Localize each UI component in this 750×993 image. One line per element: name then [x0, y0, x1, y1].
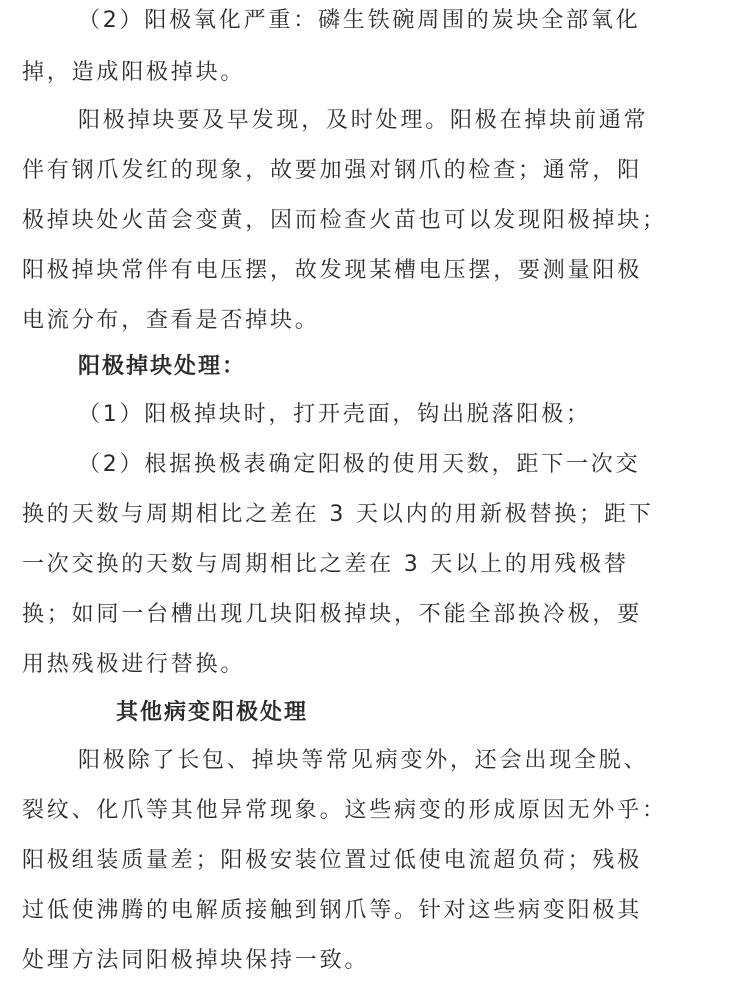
text-line: 极掉块处火苗会变黄，因而检查火苗也可以发现阳极掉块； [22, 208, 667, 233]
section-heading: 阳极掉块处理： [78, 354, 247, 379]
text-line: （1）阳极掉块时，打开壳面，钩出脱落阳极； [78, 402, 591, 427]
text-line: 换；如同一台槽出现几块阳极掉块，不能全部换冷极，要 [22, 602, 643, 627]
text-line: 阳极掉块常伴有电压摆，故发现某槽电压摆，要测量阳极 [22, 258, 643, 283]
text-line: 一次交换的天数与周期相比之差在 3 天以上的用残极替 [22, 552, 629, 577]
text-line: 处理方法同阳极掉块保持一致。 [22, 948, 370, 973]
text-line: 掉，造成阳极掉块。 [22, 60, 246, 85]
text-line: 用热残极进行替换。 [22, 652, 246, 677]
text-line: 过低使沸腾的电解质接触到钢爪等。针对这些病变阳极其 [22, 898, 643, 923]
text-line: 换的天数与周期相比之差在 3 天以内的用新极替换；距下 [22, 502, 654, 527]
section-heading: 其他病变阳极处理 [116, 700, 309, 725]
text-line: （2）根据换极表确定阳极的使用天数，距下一次交 [78, 452, 641, 477]
text-line: 伴有钢爪发红的现象，故要加强对钢爪的检查；通常，阳 [22, 158, 643, 183]
text-line: 阳极掉块要及早发现，及时处理。阳极在掉块前通常 [78, 108, 649, 133]
text-line: 阳极组装质量差；阳极安装位置过低使电流超负荷；残极 [22, 848, 643, 873]
text-line: 电流分布，查看是否掉块。 [22, 308, 320, 333]
text-line: 裂纹、化爪等其他异常现象。这些病变的形成原因无外乎： [22, 798, 667, 823]
text-line: （2）阳极氧化严重：磷生铁碗周围的炭块全部氧化 [78, 8, 641, 33]
text-line: 阳极除了长包、掉块等常见病变外，还会出现全脱、 [78, 748, 649, 773]
